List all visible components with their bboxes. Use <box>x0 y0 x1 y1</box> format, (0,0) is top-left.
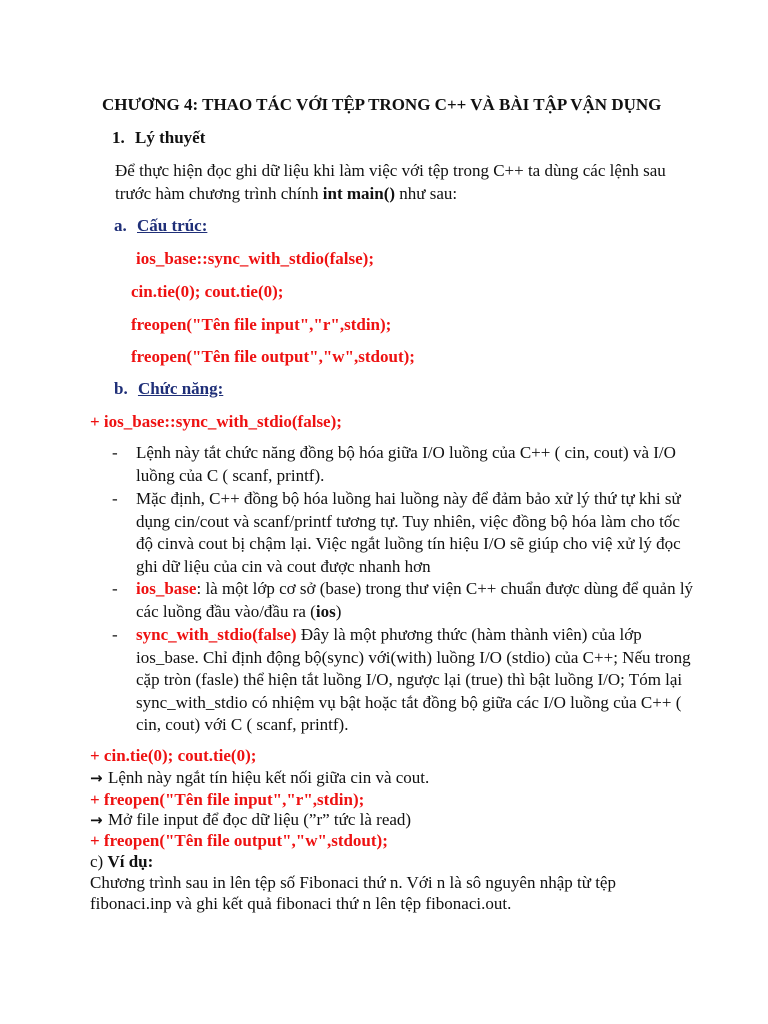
subsection-heading: Chức năng: <box>137 379 224 398</box>
subsection-b <box>114 378 223 400</box>
right-arrow-icon: → <box>90 811 103 829</box>
code-line: freopen("Tên file output","w",stdout); <box>131 347 415 366</box>
description-text: Lệnh này ngắt tín hiệu kết nối giữa cin và cout. <box>108 768 430 787</box>
intro-line-2 <box>115 183 457 205</box>
function-heading: + cin.tie(0); cout.tie(0); <box>90 746 257 765</box>
bullet-item: Mặc định, C++ đồng bộ hóa luồng hai luồng này để đảm bảo xử lý thứ tự khi sử dụng cin/cout và scanf/printf tương tự. Tuy nhiên, việc đồng bộ hóa làm cho tốc độ cinvà cout bị chậm lại. Việc ngắt luồng tín hiệu I/O sẽ giúp cho việ xử lý đọc ghi dữ liệu của cin và cout được nhanh hơn <box>136 489 681 576</box>
bullet-dash: - <box>112 489 118 508</box>
function-description <box>90 809 411 831</box>
function-heading: + freopen("Tên file output","w",stdout); <box>90 831 388 850</box>
intro-line-1: Để thực hiện đọc ghi dữ liệu khi làm việc với tệp trong C++ ta dùng các lệnh sau <box>115 161 666 180</box>
function-heading: + freopen("Tên file input","r",stdin); <box>90 790 365 809</box>
function-description <box>90 767 429 789</box>
code-line: freopen("Tên file input","r",stdin); <box>131 315 392 334</box>
term-ios: ios <box>315 601 336 621</box>
term-definition-end: ) <box>335 601 342 621</box>
intro-text-end: như sau: <box>395 184 458 203</box>
section-title: Lý thuyết <box>135 128 206 147</box>
code-line: ios_base::sync_with_stdio(false); <box>136 249 374 268</box>
example-line-2: fibonaci.inp và ghi kết quả fibonaci thứ n lên tệp fibonaci.out. <box>90 894 512 913</box>
bullet-item <box>136 578 696 623</box>
subsection-letter: a. <box>114 216 127 235</box>
main-function-name: int main() <box>322 184 396 203</box>
subsection-heading: Cấu trúc: <box>137 216 208 235</box>
bullet-item: Lệnh này tắt chức năng đồng bộ hóa giữa I/O luồng của C++ ( cin, cout) và I/O luồng của C ( scanf, printf). <box>136 443 676 485</box>
subsection-a <box>114 215 207 237</box>
section-number: 1. <box>112 128 125 147</box>
subsection-letter: b. <box>114 379 128 398</box>
term-sync-with-stdio: sync_with_stdio(false) <box>136 625 297 644</box>
bullet-dash: - <box>112 579 118 598</box>
bullet-dash: - <box>112 625 118 644</box>
subsection-prefix: c) <box>90 852 108 871</box>
right-arrow-icon: → <box>90 769 103 787</box>
term-definition: : là một lớp cơ sở (base) trong thư viện C++ chuẩn được dùng để quản lý các luồng đầu vào/đầu ra ( <box>136 579 694 621</box>
function-heading: + ios_base::sync_with_stdio(false); <box>90 412 342 431</box>
chapter-title: CHƯƠNG 4: THAO TÁC VỚI TỆP TRONG C++ VÀ BÀI TẬP VẬN DỤNG <box>102 95 662 114</box>
intro-text: trước hàm chương trình chính <box>115 184 323 203</box>
description-text: Mở file input để đọc dữ liệu (”r” tức là read) <box>108 810 412 829</box>
section-1-heading <box>112 127 205 149</box>
term-definition: Đây là một phương thức (hàm thành viên) của lớp ios_base. Chỉ định động bộ(sync) với(with) luồng I/O (stdio) của C++; Nếu trong cặp tròn (fasle) thể hiện tắt luồng I/O, ngược lại (true) thì bật luồng I/O; Tóm lại sync_with_stdio có nhiệm vụ bật hoặc tắt đồng bộ giữa các I/O luồng của C++ ( cin, cout) với C ( scanf, printf). <box>136 625 691 734</box>
code-line: cin.tie(0); cout.tie(0); <box>131 282 284 301</box>
subsection-heading: Ví dụ: <box>107 852 154 871</box>
example-line-1: Chương trình sau in lên tệp số Fibonaci thứ n. Với n là sô nguyên nhập từ tệp <box>90 873 616 892</box>
bullet-item <box>136 624 696 737</box>
subsection-c <box>90 851 153 873</box>
term-ios-base: ios_base <box>136 579 197 598</box>
bullet-dash: - <box>112 443 118 462</box>
